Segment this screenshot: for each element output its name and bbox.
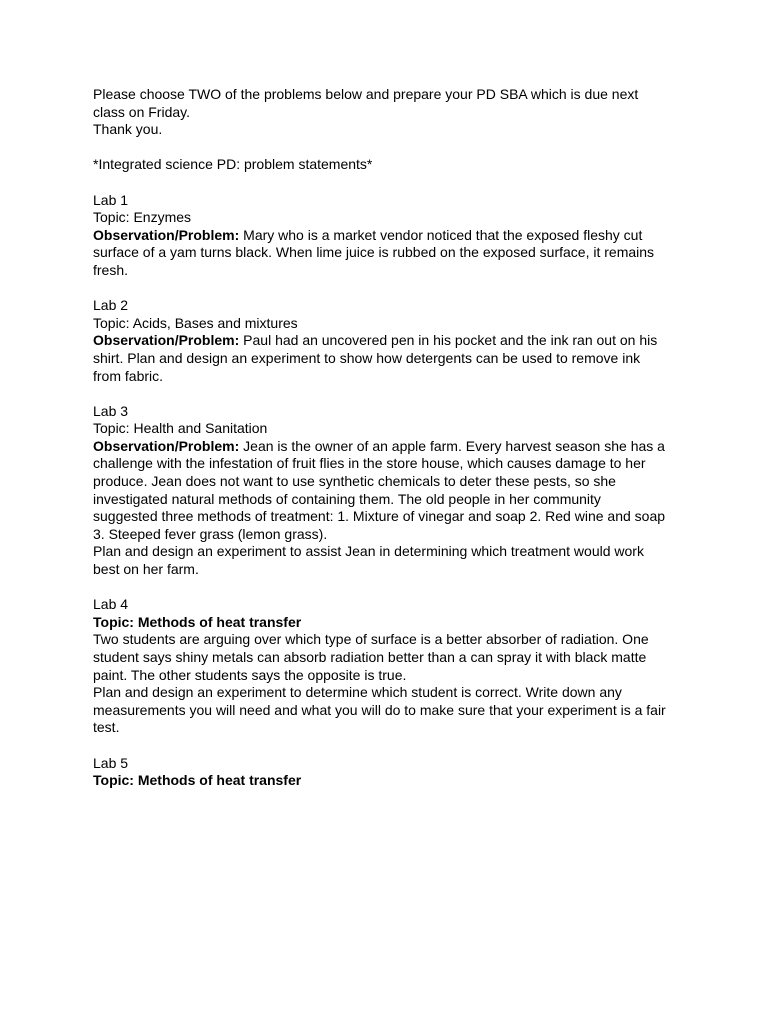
lab-section [93,755,688,790]
observation-label: Observation/Problem: [93,332,240,349]
lab-problem-line: Two students are arguing over which type of surface is a better absorber of radiation. One [93,631,649,648]
lab-topic-bold: Topic: Methods of heat transfer [93,772,302,789]
lab-topic-bold: Topic: Methods of heat transfer [93,613,302,630]
lab-section [93,297,688,385]
lab-problem-line: from fabric. [93,367,164,384]
lab-problem-line: Plan and design an experiment to assist Jean in determining which treatment would work [93,543,644,560]
observation-label: Observation/Problem: [93,226,240,243]
intro-line: class on Friday. [93,103,190,120]
lab-heading: Lab 5 [93,754,129,771]
problem-text: Jean is the owner of an apple farm. Every harvest season she has a [239,437,665,454]
document-subtitle: *Integrated science PD: problem statements* [93,156,373,173]
lab-section [93,192,688,280]
lab-topic: Topic: Health and Sanitation [93,420,268,437]
lab-problem-line: investigated natural methods of containing them. The old people in her community [93,490,601,507]
lab-topic: Topic: Enzymes [93,209,192,226]
lab-heading: Lab 4 [93,596,129,613]
lab-problem-line: suggested three methods of treatment: 1. Mixture of vinegar and soap 2. Red wine and soap [93,508,666,525]
lab-problem-line [93,438,688,456]
lab-problem-line: paint. The other students says the opposite is true. [93,666,407,683]
lab-problem-line: test. [93,719,120,736]
lab-section [93,403,688,579]
lab-problem-line: student says shiny metals can absorb radiation better than a can spray it with black matte [93,649,647,665]
intro-block [93,86,688,139]
lab-problem-line: measurements you will need and what you will do to make sure that your experiment is a fair [93,701,666,718]
lab-problem-line: best on her farm. [93,561,199,578]
lab-problem-line: produce. Jean does not want to use synthetic chemicals to deter these pests, so she [93,473,616,490]
lab-problem-line: shirt. Plan and design an experiment to show how detergents can be used to remove ink [93,349,641,366]
lab-section [93,596,688,737]
lab-problem-line [93,227,688,245]
lab-topic [93,772,688,790]
lab-problem-line [93,332,688,350]
lab-problem-line: fresh. [93,261,129,278]
observation-label: Observation/Problem: [93,437,240,454]
lab-heading: Lab 1 [93,191,129,208]
lab-problem-line: Plan and design an experiment to determine which student is correct. Write down any [93,684,622,701]
thanks-text: Thank you. [93,121,163,138]
lab-topic: Topic: Acids, Bases and mixtures [93,314,298,331]
problem-text: Mary who is a market vendor noticed that the exposed fleshy cut [239,226,643,243]
lab-problem-line: challenge with the infestation of fruit flies in the store house, which causes damage to her [93,455,646,472]
lab-topic [93,614,688,632]
intro-line: Please choose TWO of the problems below and prepare your PD SBA which is due next [93,86,639,102]
lab-heading: Lab 3 [93,402,129,419]
lab-heading: Lab 2 [93,297,129,314]
problem-text: Paul had an uncovered pen in his pocket and the ink ran out on his [239,332,658,349]
lab-problem-line: surface of a yam turns black. When lime juice is rubbed on the exposed surface, it remains [93,244,655,261]
lab-problem-line: 3. Steeped fever grass (lemon grass). [93,525,328,542]
